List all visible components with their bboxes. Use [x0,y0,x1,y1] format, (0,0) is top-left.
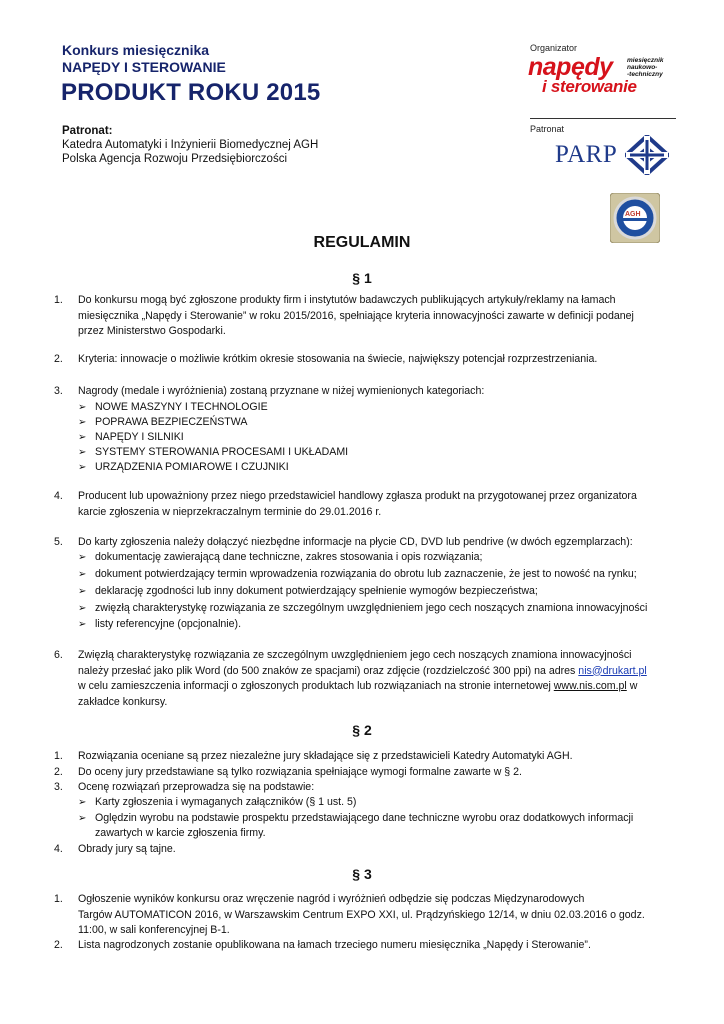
item-line: Producent lub upoważniony przez niego przedstawiciel handlowy zgłasza produkt na przygotowanej przez organizatora [78,490,637,502]
item-line: Zwięzłą charakterystykę rozwiązania ze szczególnym uwzględnieniem jego cech noszących znamiona innowacyjności [78,649,632,661]
item-number: 1. [54,893,63,905]
section-3-heading: § 3 [352,866,372,882]
bullet-continuation: zawartych w karcie zgłoszenia firmy. [95,827,266,839]
item-number: 1. [54,750,63,762]
arrow-bullet-icon: ➢ [78,552,87,563]
item-number: 1. [54,294,63,306]
item-line-text: w celu zamieszczenia informacji o zgłoszonych produktach lub rozwiązaniach na stronie internetowej [78,680,554,692]
email-link[interactable]: nis@drukart.pl [578,664,647,677]
bullet-text: dokument potwierdzający termin wprowadzenia rozwiązania do obrotu lub zaznaczenie, że jest to nowość na rynku; [95,568,637,580]
parp-logo [555,135,675,175]
logo-desc-3: -techniczny [627,71,663,78]
item-line: przez Ministerstwo Gospodarki. [78,325,226,337]
item-line: Rozwiązania oceniane są przez niezależne jury składające się z przedstawicieli Katedry Automatyki AGH. [78,750,573,762]
item-line-text: należy przesłać jako plik Word (do 500 znaków ze spacjami) oraz zdjęcie (rozdzielczość 300 ppi) na adres [78,664,579,677]
organizer-label: Organizator [530,43,578,53]
arrow-bullet-icon: ➢ [78,586,87,597]
item-number: 3. [54,781,63,793]
item-line: Do karty zgłoszenia należy dołączyć niezbędne informacje na płycie CD, DVD lub pendrive (w dwóch egzemplarzach): [78,536,633,548]
item-line-text: w [626,680,638,692]
magazine-name: NAPĘDY I STEROWANIE [62,59,226,75]
napedy-logo [528,52,676,100]
bullet-text: listy referencyjne (opcjonalnie). [95,618,242,630]
item-number: 6. [54,649,63,661]
item-line: Ocenę rozwiązań przeprowadza się na podstawie: [78,781,315,793]
item-number: 5. [54,536,63,548]
item-number: 3. [54,385,63,397]
item-line: Obrady jury są tajne. [78,843,176,855]
item-line: Ogłoszenie wyników konkursu oraz wręczenie nagród i wyróżnień odbędzie się podczas Międzynarodowych [78,893,585,905]
item-line: Targów AUTOMATICON 2016, w Warszawskim Centrum EXPO XXI, ul. Prądzyńskiego 12/14, w dniu 02.03.2016 o godz. [78,908,645,921]
bullet-text: zwięzłą charakterystykę rozwiązania ze szczególnym uwzględnieniem jego cech noszących znamiona innowacyjności [95,602,648,614]
bullet-text: Oględzin wyrobu na podstawie prospektu przedstawiającego dane techniczne wyrobu oraz dodatkowych informacji [95,812,634,824]
website-link[interactable]: www.nis.com.pl [553,680,627,692]
item-line: Do konkursu mogą być zgłoszone produkty firm i instytutów badawczych publikujących artykuły/reklamy na łamach [78,294,616,306]
section-1-heading: § 1 [352,270,372,286]
arrow-bullet-icon: ➢ [78,402,87,413]
item-line: Nagrody (medale i wyróżnienia) zostaną przyznane w niżej wymienionych kategoriach: [78,385,485,397]
item-line: miesięcznika „Napędy i Sterowanie” w roku 2015/2016, spełniające kryteria innowacyjności zawarte w definicji podanej [78,309,634,322]
logo-desc [627,57,664,78]
sidebar-divider [530,118,676,119]
sidebar-patronat-label: Patronat [530,124,565,134]
arrow-bullet-icon: ➢ [78,462,87,473]
item-line: karcie zgłoszenia w nieprzekraczalnym terminie do 29.01.2016 r. [78,505,382,518]
item-line [78,679,676,695]
agh-text: AGH [625,211,641,218]
parp-emblem-icon [625,135,669,175]
bullet-text: URZĄDZENIA POMIAROWE I CZUJNIKI [95,461,289,473]
bullet-text: deklarację zgodności lub inny dokument potwierdzający spełnienie wymogów bezpieczeństwa; [95,585,538,597]
bullet-text: NOWE MASZYNY I TECHNOLOGIE [95,401,268,413]
logo-desc-1: miesięcznik [627,57,664,64]
item-line: 11:00, w sali konferencyjnej B-1. [78,924,230,936]
item-number: 2. [54,766,63,778]
bullet-text: dokumentację zawierającą dane techniczne, zakres stosowania i opis rozwiązania; [95,551,483,563]
bullet-text: NAPĘDY I SILNIKI [95,431,184,443]
page-title: PRODUKT ROKU 2015 [61,79,321,106]
item-number: 4. [54,843,63,855]
arrow-bullet-icon: ➢ [78,619,87,630]
parp-wordmark: PARP [555,141,618,168]
contest-kicker: Konkurs miesięcznika [62,42,210,58]
section-2-heading: § 2 [352,722,372,738]
logo-word-2: i sterowanie [542,77,637,96]
arrow-bullet-icon: ➢ [78,417,87,428]
item-number: 2. [54,353,63,365]
patronat-label: Patronat: [62,125,113,137]
item-line [78,664,676,680]
bullet-text: Karty zgłoszenia i wymaganych załączników (§ 1 ust. 5) [95,796,357,808]
patronat-line-1: Katedra Automatyki i Inżynierii Biomedycznej AGH [62,139,319,151]
item-line: Lista nagrodzonych zostanie opublikowana na łamach trzeciego numeru miesięcznika „Napędy i Sterowanie”. [78,939,591,951]
arrow-bullet-icon: ➢ [78,797,87,808]
bullet-text: SYSTEMY STEROWANIA PROCESAMI I UKŁADAMI [95,446,349,458]
item-line: Do oceny jury przedstawiane są tylko rozwiązania spełniające wymogi formalne zawarte w § 2. [78,766,522,778]
arrow-bullet-icon: ➢ [78,603,87,614]
arrow-bullet-icon: ➢ [78,432,87,443]
item-line: zakładce konkursy. [78,695,168,708]
item-number: 4. [54,490,63,502]
bullet-text: POPRAWA BEZPIECZEŃSTWA [95,416,248,428]
arrow-bullet-icon: ➢ [78,569,87,580]
arrow-bullet-icon: ➢ [78,813,87,824]
arrow-bullet-icon: ➢ [78,447,87,458]
logo-desc-2: naukowo- [627,64,658,71]
item-line: Kryteria: innowacje o możliwie krótkim okresie stosowania na świecie, największy potencjał rozprzestrzeniania. [78,353,598,365]
logo-word-1: napędy [528,53,613,81]
item-number: 2. [54,939,63,951]
patronat-line-2: Polska Agencja Rozwoju Przedsiębiorczości [62,153,287,165]
doc-title: REGULAMIN [313,234,411,251]
